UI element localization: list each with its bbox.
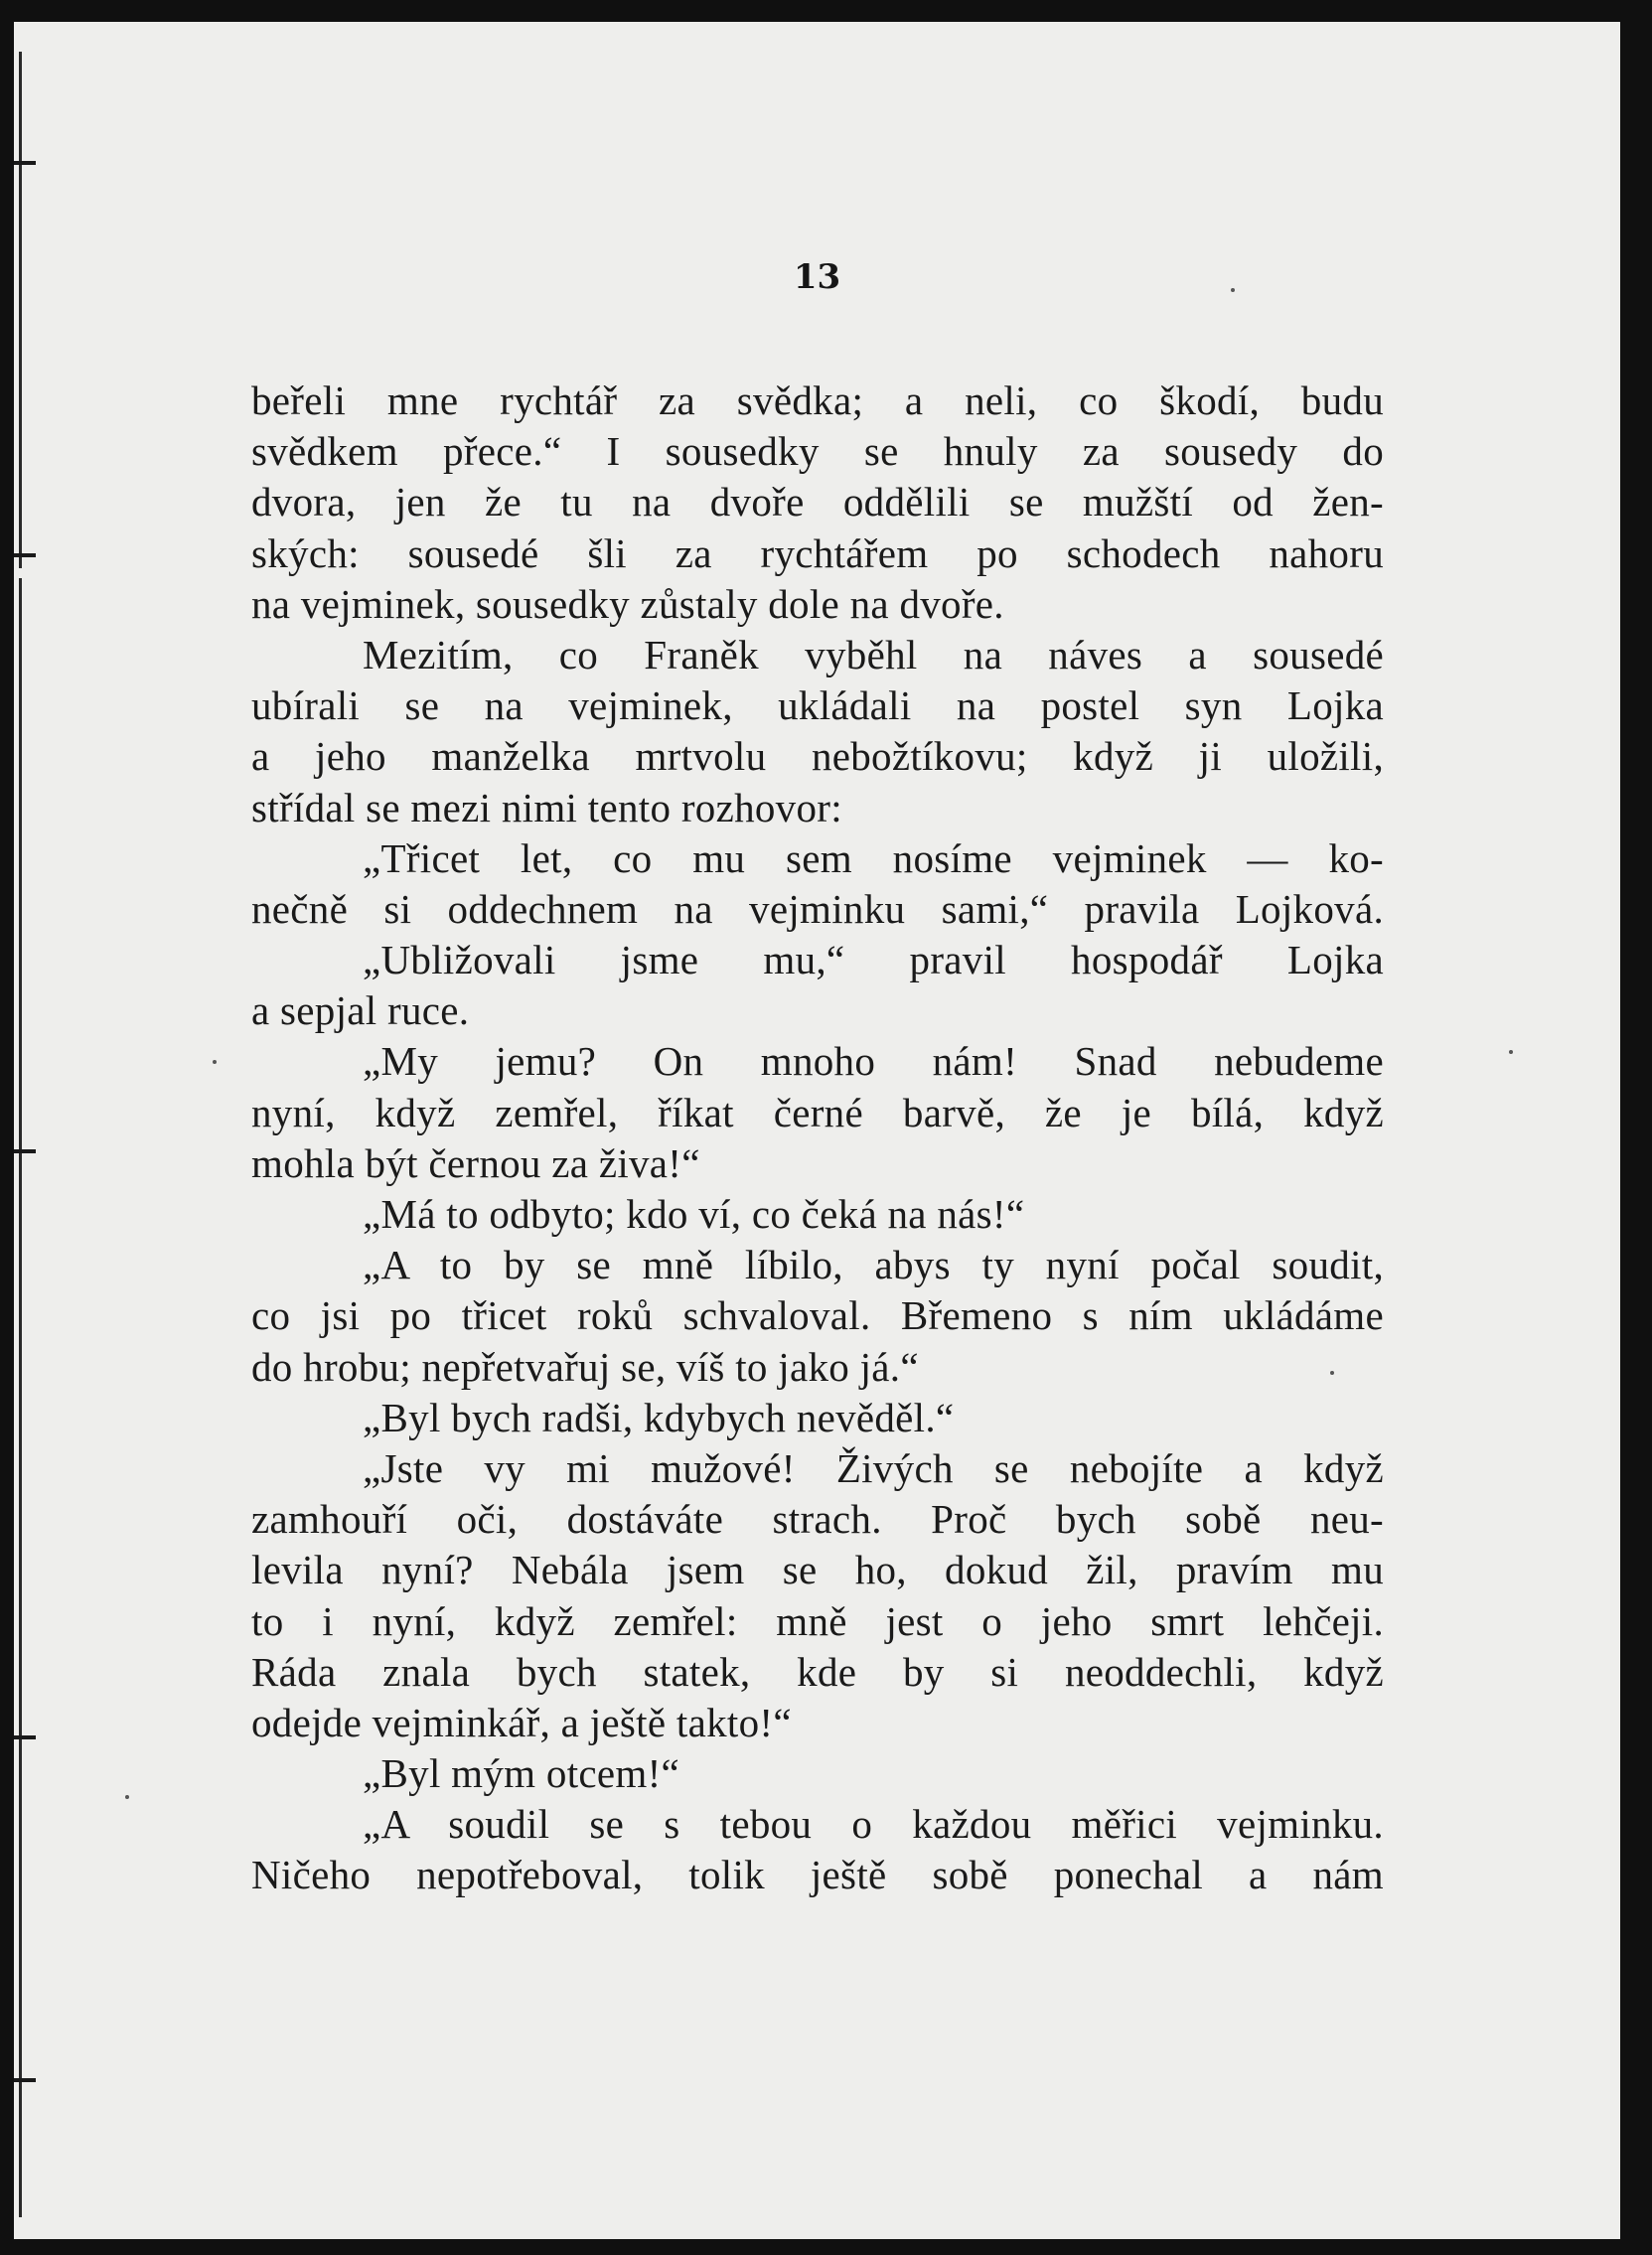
text-line: „Byl bych radši, kdybych nevěděl.“ xyxy=(363,1394,955,1440)
text-line: a sepjal ruce. xyxy=(251,987,470,1034)
text-line: Mezitím, co Franěk vyběhl na náves a sousedé xyxy=(363,631,1384,677)
text-line: co jsi po třicet roků schvaloval. Břemeno s ním ukládáme xyxy=(251,1292,1384,1339)
text-line: dvora, jen že tu na dvoře oddělili se mužští od žen- xyxy=(251,479,1384,526)
binding-tick xyxy=(14,2078,36,2082)
text-line: levila nyní? Nebála jsem se ho, dokud žil, pravím mu xyxy=(251,1547,1384,1593)
text-line: „My jemu? On mnoho nám! Snad nebudeme xyxy=(363,1038,1384,1085)
text-line: to i nyní, když zemřel: mně jest o jeho smrt lehčeji. xyxy=(251,1597,1384,1644)
text-line: „Byl mým otcem!“ xyxy=(363,1750,680,1797)
text-line: ubírali se na vejminek, ukládali na postel syn Lojka xyxy=(251,682,1384,729)
text-line: nyní, když zemřel, říkat černé barvě, že je bílá, když xyxy=(251,1089,1384,1135)
text-line: svědkem přece.“ I sousedky se hnuly za sousedy do xyxy=(251,428,1384,475)
binding-edge-line xyxy=(19,578,22,2217)
paper-speck xyxy=(125,1795,129,1799)
text-line: střídal se mezi nimi tento rozhovor: xyxy=(251,784,842,830)
text-line: zamhouří oči, dostáváte strach. Proč bych sobě neu- xyxy=(251,1496,1384,1543)
text-line: a jeho manželka mrtvolu nebožtíkovu; když ji uložili, xyxy=(251,733,1384,780)
text-line: „A to by se mně líbilo, abys ty nyní počal soudit, xyxy=(363,1242,1384,1288)
text-line: „Má to odbyto; kdo ví, co čeká na nás!“ xyxy=(363,1191,1025,1237)
binding-tick xyxy=(14,1149,36,1153)
text-line: nečně si oddechnem na vejminku sami,“ pravila Lojková. xyxy=(251,885,1384,932)
text-line: „Jste vy mi mužové! Živých se nebojíte a když xyxy=(363,1444,1384,1491)
binding-tick xyxy=(14,1735,36,1739)
text-line: na vejminek, sousedky zůstaly dole na dvoře. xyxy=(251,580,1004,627)
text-line: mohla být černou za živa!“ xyxy=(251,1139,700,1186)
paper-speck xyxy=(1509,1050,1513,1054)
text-line: do hrobu; nepřetvařuj se, víš to jako já.“ xyxy=(251,1343,919,1390)
page-text-block xyxy=(251,376,1384,1901)
binding-tick xyxy=(14,553,36,557)
text-line: Ničeho nepotřeboval, tolik ještě sobě ponechal a nám xyxy=(251,1852,1384,1898)
text-line: beřeli mne rychtář za svědka; a neli, co škodí, budu xyxy=(251,377,1384,423)
book-page xyxy=(14,22,1620,2239)
text-line: „A soudil se s tebou o každou měřici vejminku. xyxy=(363,1801,1384,1848)
text-line: „Třicet let, co mu sem nosíme vejminek — ko- xyxy=(363,834,1384,881)
binding-edge-line xyxy=(19,52,22,568)
text-line: „Ubližovali jsme mu,“ pravil hospodář Lojka xyxy=(363,937,1384,983)
binding-tick xyxy=(14,161,36,165)
page-number: 13 xyxy=(793,257,841,297)
paper-speck xyxy=(213,1060,217,1064)
text-line: odejde vejminkář, a ještě takto!“ xyxy=(251,1699,792,1745)
text-line: ských: sousedé šli za rychtářem po schodech nahoru xyxy=(251,529,1384,576)
text-line: Ráda znala bych statek, kde by si neoddechli, když xyxy=(251,1648,1384,1695)
